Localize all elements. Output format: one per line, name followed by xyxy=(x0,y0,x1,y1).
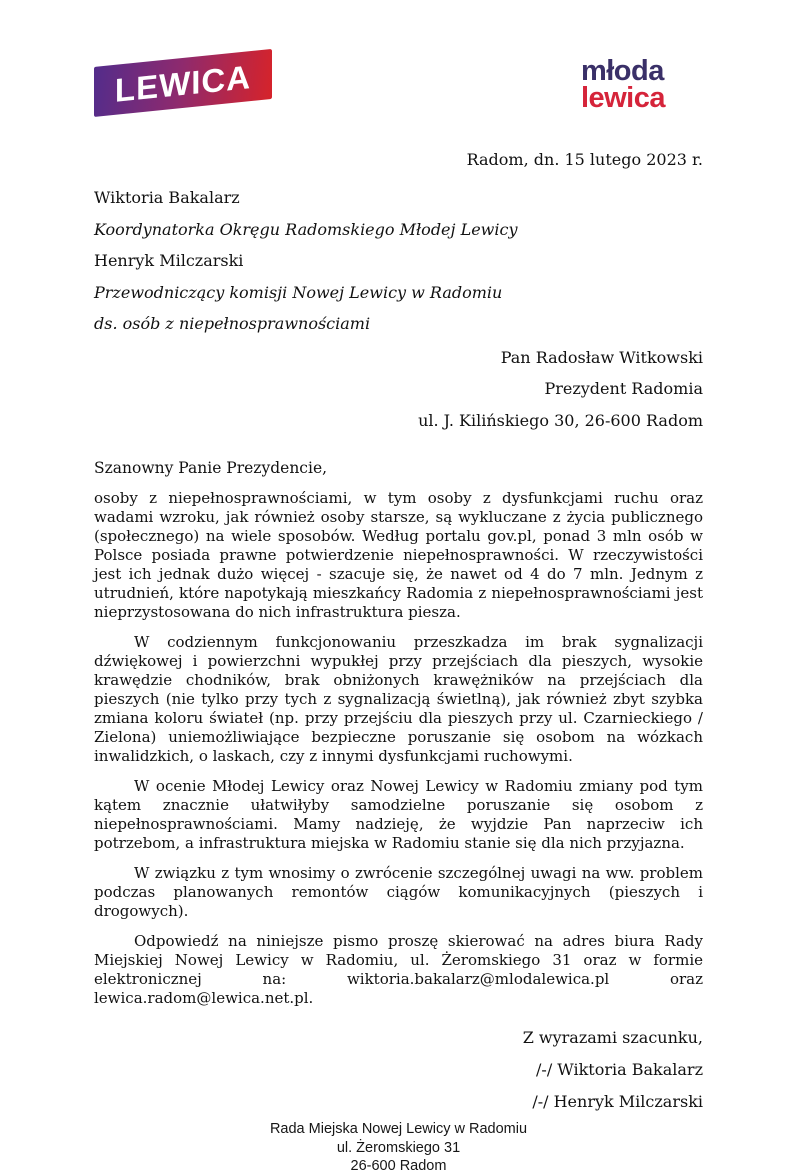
recipient-name: Pan Radosław Witkowski xyxy=(500,347,703,367)
paragraph-1: osoby z niepełnosprawnościami, w tym osoby z dysfunkcjami ruchu oraz wadami wzroku, jak również osoby starsze, są wykluczane z życia publicznego (społecznego) na wiele sposobów. Według portalu gov.pl, ponad 3 mln osób w Polsce posiada prawne potwierdzenie niepełnosprawności. W rzeczywistości jest ich jednak dużo więcej - szacuje się, że nawet od 4 do 7 mln. Jednym z utrudnień, które napotykają mieszkańcy Radomia z niepełnosprawnościami jest nieprzystosowana do nich infrastruktura piesza. xyxy=(94,489,703,621)
paragraph-5: Odpowiedź na niniejsze pismo proszę skierować na adres biura Rady Miejskiej Nowej Lewicy w Radomiu, ul. Żeromskiego 31 oraz w formie elektronicznej na: wiktoria.bakalarz@mlodalewica.pl oraz lewica.radom@lewica.net.pl. xyxy=(94,932,703,1007)
footer-org: Rada Miejska Nowej Lewicy w Radomiu xyxy=(269,1121,528,1137)
sender-title-2: Przewodniczący komisji Nowej Lewicy w Radomiu xyxy=(94,282,503,302)
letterhead xyxy=(94,50,703,130)
mloda-lewica-logo-line2: lewica xyxy=(580,82,665,114)
date-line: Radom, dn. 15 lutego 2023 r. xyxy=(466,150,703,169)
lewica-logo xyxy=(94,49,272,117)
paragraph-3: W ocenie Młodej Lewicy oraz Nowej Lewicy w Radomiu zmiany pod tym kątem znacznie ułatwiłyby samodzielne poruszanie się osobom z niepełnosprawnościami. Mamy nadzieję, że wyjdzie Pan naprzeciw ich potrzebom, a infrastruktura miejska w Radomiu stanie się dla nich przyjazna. xyxy=(94,777,703,852)
lewica-logo-text: LEWICA xyxy=(114,57,252,109)
recipient-block xyxy=(94,342,703,437)
sender-title-2-cont: ds. osób z niepełnosprawnościami xyxy=(94,314,371,333)
mloda-lewica-logo xyxy=(580,55,665,114)
paragraph-4: W związku z tym wnosimy o zwrócenie szczególnej uwagi na ww. problem podczas planowanych remontów ciągów komunikacyjnych (pieszych i drogowych). xyxy=(94,864,703,920)
sender-name-2: Henryk Milczarski xyxy=(94,251,244,270)
closing-block xyxy=(94,1022,703,1118)
sender-title-1: Koordynatorka Okręgu Radomskiego Młodej Lewicy xyxy=(94,219,518,239)
mloda-lewica-logo-line1: młoda xyxy=(580,55,664,87)
sender-block xyxy=(94,182,703,340)
signature-milczarski: /-/ Henryk Milczarski xyxy=(532,1092,703,1111)
footer-city: 26-600 Radom xyxy=(350,1158,447,1174)
paragraph-2: W codziennym funkcjonowaniu przeszkadza im brak sygnalizacji dźwiękowej i powierzchni wypukłej przy przejściach dla pieszych, wysokie krawędzie chodników, brak obniżonych krawężników na przejściach dla pieszych (nie tylko przy tych z sygnalizacją świetlną), jak również zbyt szybka zmiana koloru świateł (np. przy przejściu dla pieszych przy ul. Czarnieckiego / Zielona) uniemożliwiające bezpieczne poruszanie się osobom na wózkach inwalidzkich, o laskach, czy z innymi dysfunkcjami ruchowymi. xyxy=(94,633,703,765)
letter-body xyxy=(94,489,703,1008)
sender-name-1: Wiktoria Bakalarz xyxy=(94,188,240,207)
footer-street: ul. Żeromskiego 31 xyxy=(336,1139,461,1156)
closing-phrase: Z wyrazami szacunku, xyxy=(522,1028,703,1047)
salutation: Szanowny Panie Prezydencie, xyxy=(94,459,328,477)
recipient-title: Prezydent Radomia xyxy=(544,379,703,398)
footer-block xyxy=(94,1120,703,1176)
recipient-address: ul. J. Kilińskiego 30, 26-600 Radom xyxy=(418,410,703,430)
signature-bakalarz: /-/ Wiktoria Bakalarz xyxy=(536,1060,703,1079)
